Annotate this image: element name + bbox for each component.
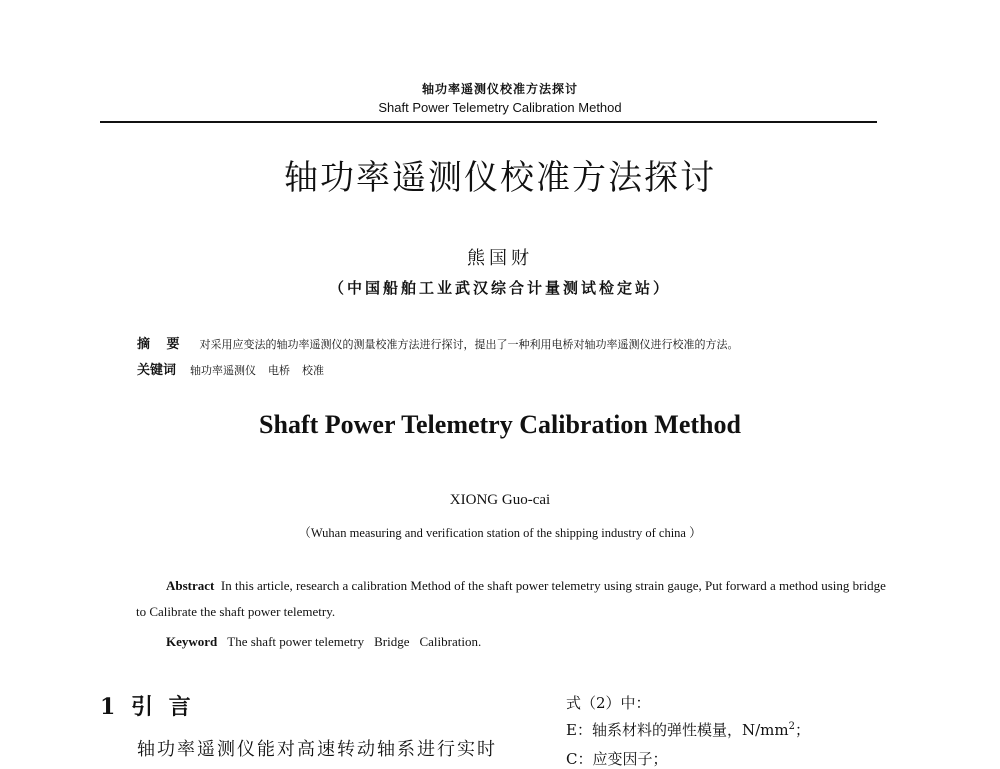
paper-title-zh: 轴功率遥测仪校准方法探讨 xyxy=(284,158,716,198)
keyword-zh-item: 轴功率遥测仪 xyxy=(190,364,257,377)
keyword-zh-item: 电桥 xyxy=(268,364,291,377)
variable-e-text: E：轴系材料的弹性模量，N/mm xyxy=(566,721,789,739)
abstract-zh-label: 摘 要 xyxy=(137,337,186,352)
paper-title-en: Shaft Power Telemetry Calibration Method xyxy=(259,410,741,439)
section-body-text: 轴功率遥测仪能对高速转动轴系进行实时 xyxy=(137,739,497,760)
affiliation-en: （Wuhan measuring and verification station of the shipping industry of china ） xyxy=(298,526,702,540)
section-heading xyxy=(100,690,195,721)
keyword-en-item: The shaft power telemetry xyxy=(227,634,365,649)
variable-e-suffix: ； xyxy=(794,721,810,739)
equation-note: 式（2）中： xyxy=(566,694,651,712)
keywords-zh xyxy=(137,359,927,378)
running-header-en: Shaft Power Telemetry Calibration Method xyxy=(378,100,622,115)
section-title: 引 言 xyxy=(130,694,195,720)
keywords-en-label: Keyword xyxy=(166,634,218,649)
affiliation-zh: （中国船舶工业武汉综合计量测试检定站） xyxy=(328,279,671,297)
variable-e-definition xyxy=(566,719,810,740)
keyword-en-item: Bridge xyxy=(374,634,410,649)
variable-c-definition: C：应变因子； xyxy=(566,750,668,768)
author-en: XIONG Guo-cai xyxy=(449,492,551,508)
keyword-en-item: Calibration. xyxy=(419,634,482,649)
section-number: 1 xyxy=(100,694,120,720)
running-header-zh: 轴功率遥测仪校准方法探讨 xyxy=(421,82,578,96)
abstract-zh xyxy=(137,333,927,352)
abstract-en-label: Abstract xyxy=(166,578,215,593)
keyword-zh-item: 校准 xyxy=(302,364,325,377)
keywords-en xyxy=(166,634,481,650)
abstract-en-text: In this article, research a calibration Method of the shaft power telemetry using strain gauge, Put forward a method using bridge to Calibrate the shaft power telemetry. xyxy=(136,578,886,619)
abstract-en xyxy=(136,573,886,625)
author-zh: 熊国财 xyxy=(467,248,533,269)
unit-exponent: 2 xyxy=(788,721,795,732)
header-rule xyxy=(100,121,877,123)
keywords-zh-label: 关键词 xyxy=(137,363,177,378)
abstract-zh-text: 对采用应变法的轴功率遥测仪的测量校准方法进行探讨，提出了一种利用电桥对轴功率遥测仪进行校准的方法。 xyxy=(199,338,739,351)
